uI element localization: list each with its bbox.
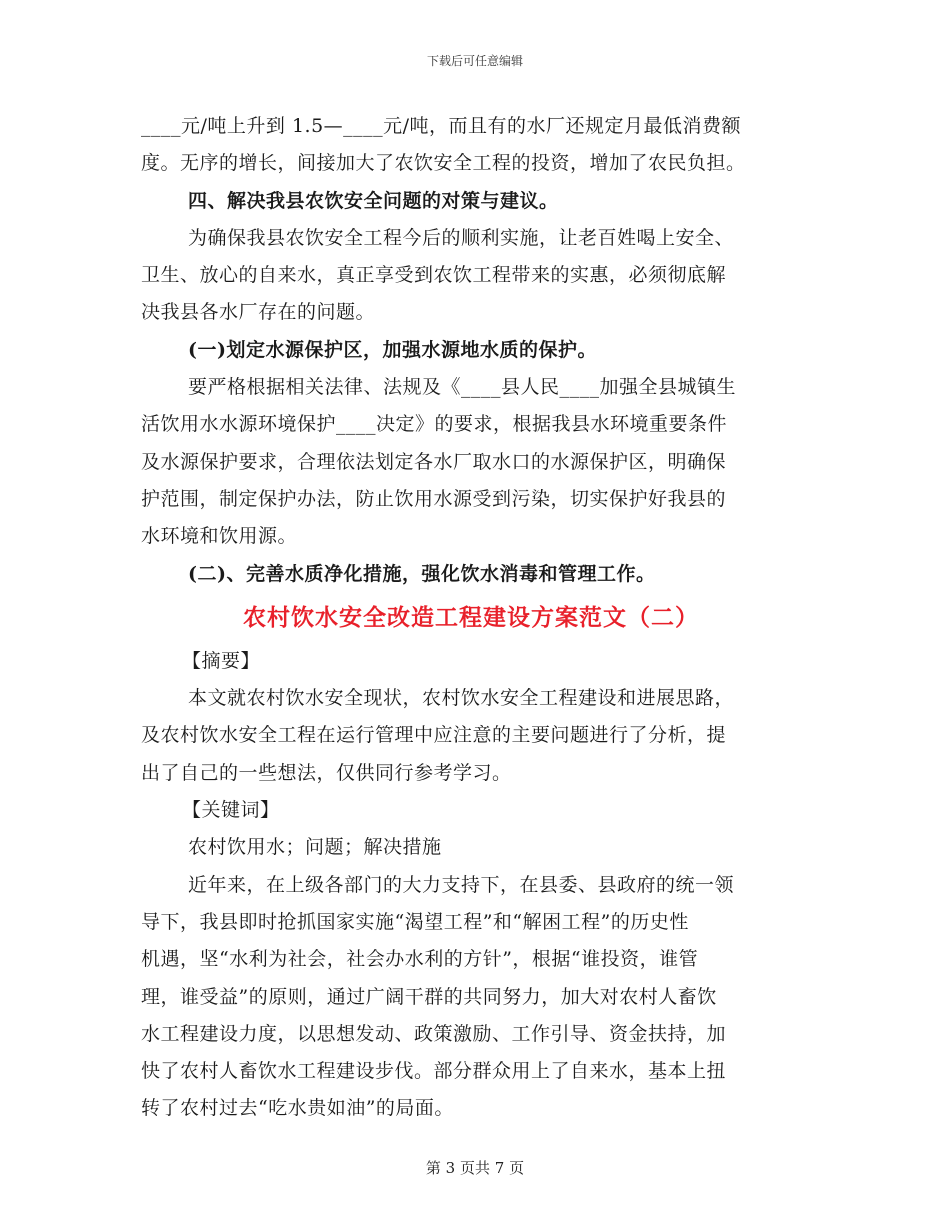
paragraph-line: 水环境和饮用源。 xyxy=(141,525,298,548)
page-number: 第 3 页共 7 页 xyxy=(425,1159,525,1177)
paragraph-line: 水工程建设力度，以思想发动、政策激励、工作引导、资金扶持，加 xyxy=(141,1022,727,1045)
paragraph-line: 理，谁受益”的原则，通过广阔干群的共同努力，加大对农村人畜饮 xyxy=(141,985,717,1008)
paragraph-line: 度。无序的增长，间接加大了农饮安全工程的投资，增加了农民负担。 xyxy=(141,152,746,175)
section-heading: 四、解决我县农饮安全问题的对策与建议。 xyxy=(188,189,559,212)
paragraph-line: 决我县各水厂存在的问题。 xyxy=(141,301,376,324)
paragraph-line: 本文就农村饮水安全现状，农村饮水安全工程建设和进展思路， xyxy=(188,687,735,710)
paragraph-line: 及水源保护要求，合理依法划定各水厂取水口的水源保护区，明确保 xyxy=(141,450,727,473)
document-body xyxy=(141,108,801,1128)
paragraph-line: 快了农村人畜饮水工程建设步伐。部分群众用上了自来水，基本上扭 xyxy=(141,1060,727,1083)
paragraph-line: 及农村饮水安全工程在运行管理中应注意的主要问题进行了分析，提 xyxy=(141,724,727,747)
page-header: 下载后可任意编辑 xyxy=(426,54,523,68)
subsection-heading: (二)、完善水质净化措施，强化饮水消毒和管理工作。 xyxy=(188,562,656,585)
paragraph-line: 机遇，坚“水利为社会，社会办水利的方针”，根据“谁投资，谁管 xyxy=(141,948,699,971)
paragraph-line: 活饮用水水源环境保护____决定》的要求，根据我县水环境重要条件 xyxy=(141,413,728,436)
paragraph-line: 为确保我县农饮安全工程今后的顺利实施，让老百姓喝上安全、 xyxy=(188,226,735,249)
paragraph-line: 近年来，在上级各部门的大力支持下，在县委、县政府的统一领 xyxy=(188,873,735,896)
paragraph-line: 转了农村过去“吃水贵如油”的局面。 xyxy=(141,1097,454,1120)
keywords-label: 【关键词】 xyxy=(182,799,280,822)
document-title: 农村饮水安全改造工程建设方案范文（二） xyxy=(243,603,699,631)
paragraph-line: 要严格根据相关法律、法规及《____县人民____加强全县城镇生 xyxy=(188,376,737,399)
paragraph-line: 卫生、放心的自来水，真正享受到农饮工程带来的实惠，必须彻底解 xyxy=(141,264,727,287)
paragraph-line: 护范围，制定保护办法，防止饮用水源受到污染，切实保护好我县的 xyxy=(141,487,727,510)
paragraph-line: 出了自己的一些想法，仅供同行参考学习。 xyxy=(141,761,512,784)
abstract-label: 【摘要】 xyxy=(182,649,261,672)
keywords-text: 农村饮用水；问题；解决措施 xyxy=(188,836,442,859)
subsection-heading: (一)划定水源保护区，加强水源地水质的保护。 xyxy=(188,338,597,361)
paragraph-line: 导下，我县即时抢抓国家实施“渴望工程”和“解困工程”的历史性 xyxy=(141,910,689,933)
paragraph-line: ____元/吨上升到 1.5—____元/吨，而且有的水厂还规定月最低消费额 xyxy=(141,115,742,137)
